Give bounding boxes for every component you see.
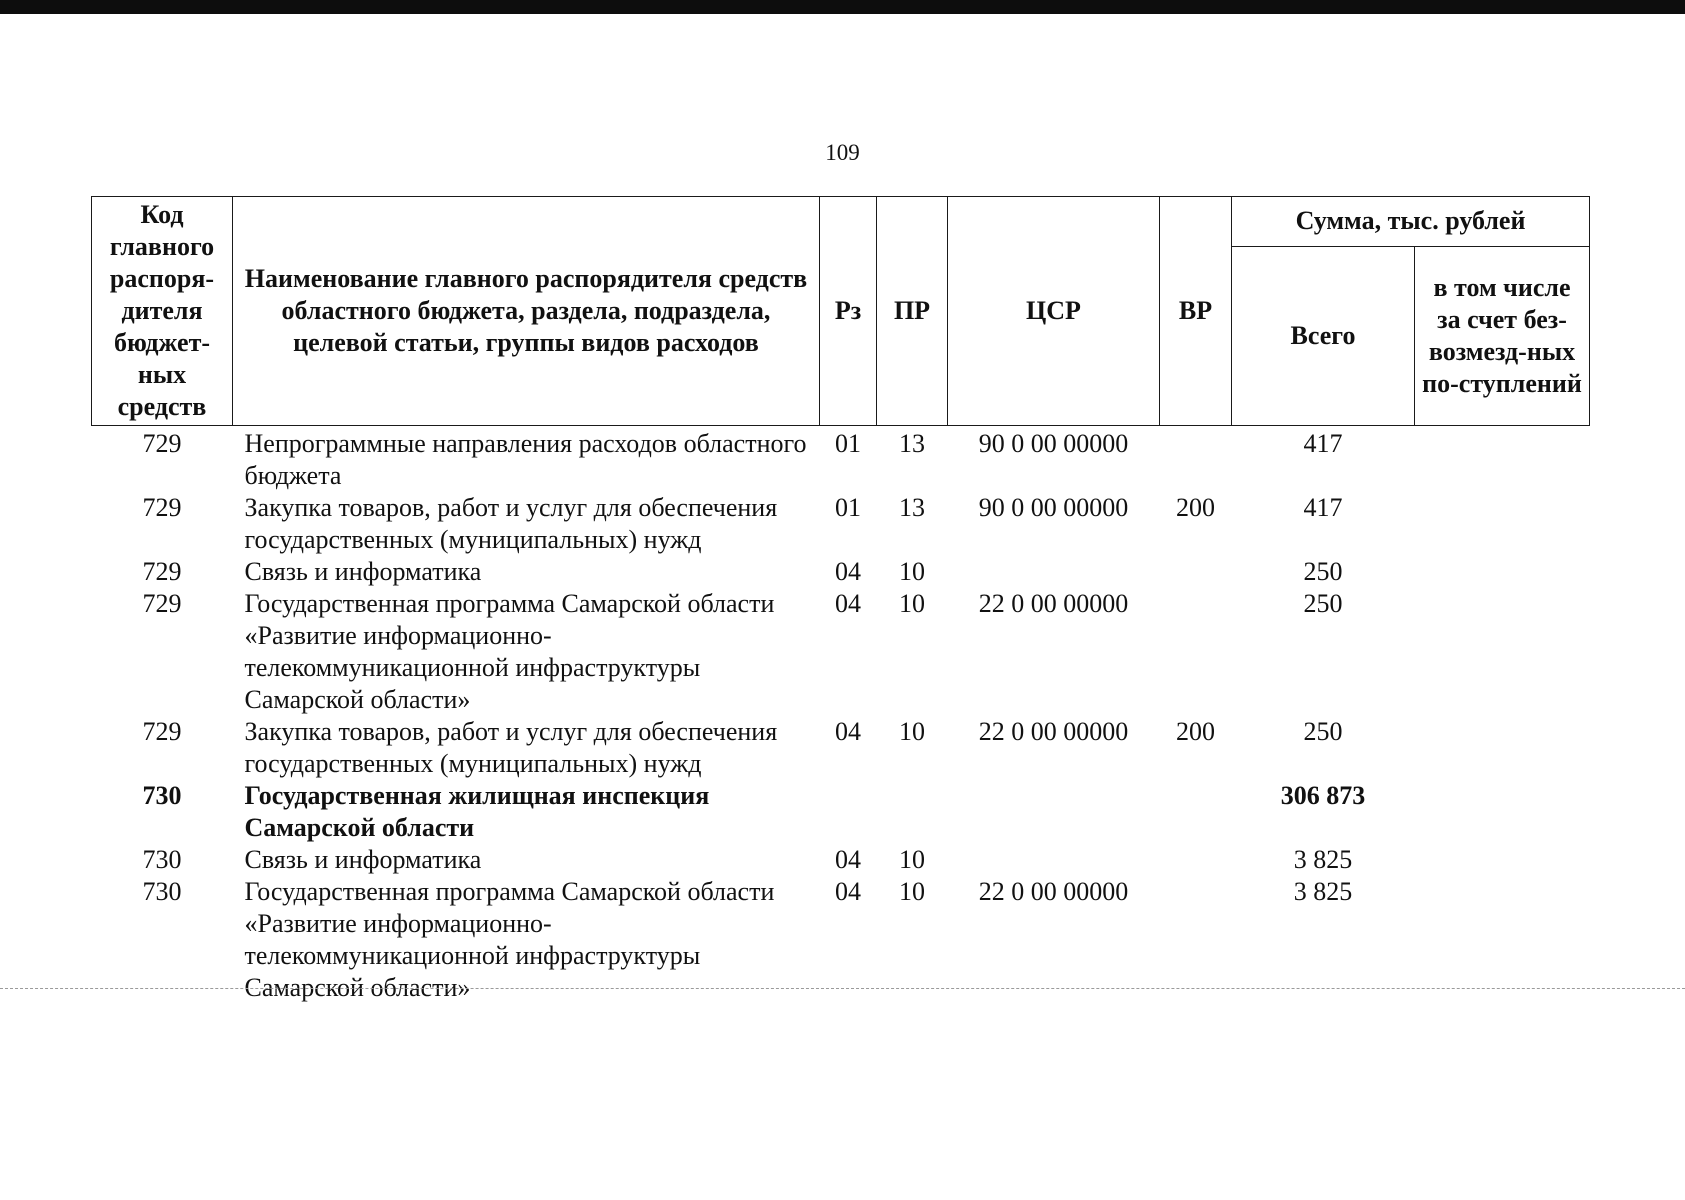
cell-name: Закупка товаров, работ и услуг для обеспечения государственных (муниципальных) нужд [244, 493, 778, 554]
cell-pr: 10 [899, 845, 925, 874]
cell-incl [1415, 876, 1590, 1004]
cell-csr [948, 780, 1160, 844]
header-sum-group: Сумма, тыс. рублей [1232, 197, 1590, 247]
table-row [92, 492, 1590, 556]
cell-pr: 10 [899, 557, 925, 586]
cell-code: 730 [142, 877, 182, 906]
cell-incl [1415, 588, 1590, 716]
cell-code: 729 [142, 429, 182, 458]
cell-rz: 01 [835, 429, 861, 458]
cell-vr [1160, 588, 1232, 716]
header-name: Наименование главного распорядителя средств областного бюджета, раздела, подраздела, целевой статьи, группы видов расходов [233, 197, 820, 426]
header-total: Всего [1232, 246, 1415, 425]
cell-incl [1415, 556, 1590, 588]
header-pr: ПР [877, 197, 948, 426]
cell-incl [1415, 426, 1590, 493]
cell-vr [1160, 780, 1232, 844]
cell-pr: 13 [899, 429, 925, 458]
cell-csr: 22 0 00 00000 [978, 717, 1129, 746]
cell-vr: 200 [1176, 493, 1215, 522]
table-row [92, 844, 1590, 876]
cell-total: 250 [1303, 557, 1343, 586]
cell-total: 417 [1303, 493, 1343, 522]
cell-code: 729 [142, 493, 182, 522]
cell-name: Непрограммные направления расходов областного бюджета [244, 429, 807, 490]
cell-name: Закупка товаров, работ и услуг для обеспечения государственных (муниципальных) нужд [244, 717, 778, 778]
cell-total: 250 [1303, 589, 1343, 618]
cell-csr [948, 556, 1160, 588]
cell-pr: 13 [899, 493, 925, 522]
table-row [92, 588, 1590, 716]
cell-total: 3 825 [1293, 845, 1353, 874]
cell-incl [1415, 716, 1590, 780]
cell-pr: 10 [899, 717, 925, 746]
table-body [92, 426, 1590, 1005]
header-csr: ЦСР [948, 197, 1160, 426]
header-incl: в том числе за счет без-возмезд-ных по-ступлений [1415, 246, 1590, 425]
table-row [92, 876, 1590, 1004]
table-row [92, 556, 1590, 588]
cell-code: 730 [142, 781, 182, 810]
cell-vr [1160, 876, 1232, 1004]
cell-csr: 22 0 00 00000 [978, 877, 1129, 906]
cell-csr [948, 844, 1160, 876]
budget-table [91, 196, 1590, 1004]
scan-top-border [0, 0, 1685, 14]
cell-csr: 90 0 00 00000 [978, 493, 1129, 522]
cell-name: Связь и информатика [244, 845, 482, 874]
cell-csr: 22 0 00 00000 [978, 589, 1129, 618]
cell-code: 729 [142, 717, 182, 746]
cell-rz: 04 [835, 877, 861, 906]
cell-rz: 04 [835, 845, 861, 874]
table-header [92, 197, 1590, 426]
cell-total: 306 873 [1280, 781, 1366, 810]
cell-code: 730 [142, 845, 182, 874]
cell-rz [820, 780, 877, 844]
header-code: Код главного распоря-дителя бюджет-ных средств [92, 197, 233, 426]
page-number: 109 [825, 140, 860, 165]
cell-pr: 10 [899, 877, 925, 906]
cell-total: 417 [1303, 429, 1343, 458]
cell-incl [1415, 492, 1590, 556]
cell-code: 729 [142, 557, 182, 586]
cell-incl [1415, 844, 1590, 876]
cell-pr: 10 [899, 589, 925, 618]
cell-rz: 04 [835, 557, 861, 586]
cell-pr [877, 780, 948, 844]
cell-vr [1160, 844, 1232, 876]
cell-rz: 04 [835, 589, 861, 618]
table-row [92, 426, 1590, 493]
cell-incl [1415, 780, 1590, 844]
cell-rz: 04 [835, 717, 861, 746]
header-rz: Рз [820, 197, 877, 426]
table-row [92, 780, 1590, 844]
cell-total: 250 [1303, 717, 1343, 746]
table-row [92, 716, 1590, 780]
cell-vr: 200 [1176, 717, 1215, 746]
cell-rz: 01 [835, 493, 861, 522]
cell-code: 729 [142, 589, 182, 618]
cell-vr [1160, 426, 1232, 493]
cell-name: Государственная жилищная инспекция Самарской области [244, 781, 710, 842]
cell-csr: 90 0 00 00000 [978, 429, 1129, 458]
header-vr: ВР [1160, 197, 1232, 426]
cell-vr [1160, 556, 1232, 588]
cell-name: Государственная программа Самарской области «Развитие информационно-телекоммуникационной инфраструктуры Самарской области» [244, 589, 775, 714]
cell-name: Связь и информатика [244, 557, 482, 586]
cell-name: Государственная программа Самарской области «Развитие информационно-телекоммуникационной инфраструктуры Самарской области» [244, 877, 775, 1002]
scan-fold-line [0, 988, 1685, 989]
cell-total: 3 825 [1293, 877, 1353, 906]
